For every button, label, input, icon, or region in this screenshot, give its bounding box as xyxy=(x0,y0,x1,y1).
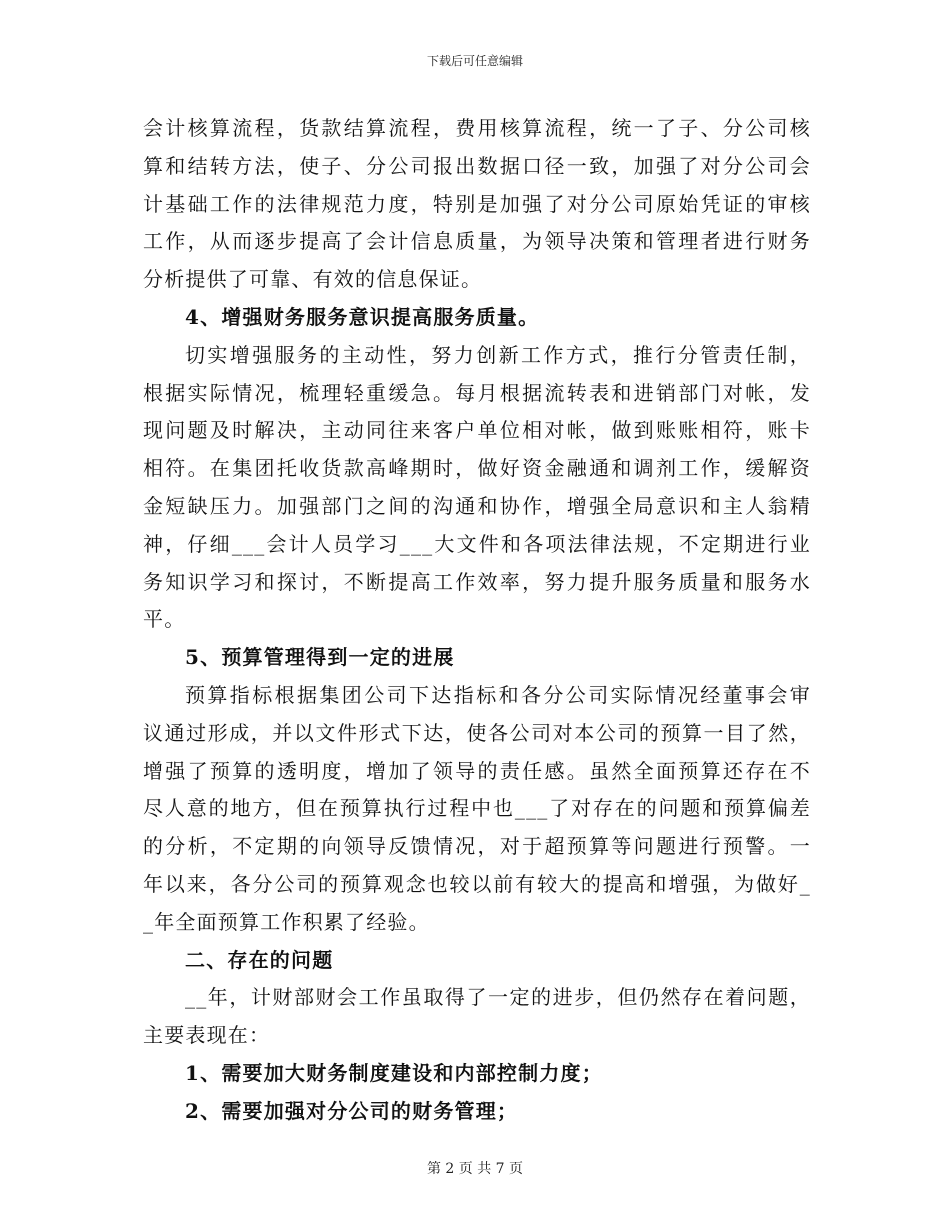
page-number: 第 2 页 共 7 页 xyxy=(426,1161,524,1177)
body-line: 预算指标根据集团公司下达指标和各分公司实际情况经董事会审 xyxy=(185,682,811,707)
list-item: 2、需要加强对分公司的财务管理； xyxy=(185,1098,519,1123)
body-line: 现问题及时解决，主动同往来客户单位相对帐，做到账账相符，账卡 xyxy=(143,418,811,443)
section-heading: 5、预算管理得到一定的进展 xyxy=(185,645,455,670)
document-body xyxy=(143,110,811,1131)
body-line: _年全面预算工作积累了经验。 xyxy=(143,909,430,934)
body-line: 主要表现在： xyxy=(143,1023,271,1048)
body-line: __年，计财部财会工作虽取得了一定的进步，但仍然存在着问题， xyxy=(185,985,811,1010)
body-line: 尽人意的地方，但在预算执行过程中也___了对存在的问题和预算偏差 xyxy=(143,796,811,821)
section-heading: 二、存在的问题 xyxy=(185,947,334,972)
body-line: 平。 xyxy=(143,607,186,632)
body-line: 会计核算流程，货款结算流程，费用核算流程，统一了子、分公司核 xyxy=(143,116,811,140)
body-line: 神，仔细___会计人员学习___大文件和各项法律法规，不定期进行业 xyxy=(143,531,811,556)
body-line: 计基础工作的法律规范力度，特别是加强了对分公司原始凭证的审核 xyxy=(143,191,811,216)
body-line: 相符。在集团托收货款高峰期时，做好资金融通和调剂工作，缓解资 xyxy=(143,456,811,481)
body-line: 金短缺压力。加强部门之间的沟通和协作，增强全局意识和主人翁精 xyxy=(143,493,811,518)
body-line: 务知识学习和探讨，不断提高工作效率，努力提升服务质量和服务水 xyxy=(143,569,811,594)
section-heading: 4、增强财务服务意识提高服务质量。 xyxy=(185,304,540,329)
body-line: 算和结转方法，使子、分公司报出数据口径一致，加强了对分公司会 xyxy=(143,153,811,178)
page-header: 下载后可任意编辑 xyxy=(426,54,523,68)
body-line: 增强了预算的透明度，增加了领导的责任感。虽然全面预算还存在不 xyxy=(143,758,811,783)
body-line: 工作，从而逐步提高了会计信息质量，为领导决策和管理者进行财务 xyxy=(143,229,811,254)
body-line: 议通过形成，并以文件形式下达，使各公司对本公司的预算一目了然， xyxy=(143,720,811,745)
body-line: 分析提供了可靠、有效的信息保证。 xyxy=(143,267,483,292)
body-line: 年以来，各分公司的预算观念也较以前有较大的提高和增强，为做好_ xyxy=(143,871,811,896)
body-line: 切实增强服务的主动性，努力创新工作方式，推行分管责任制， xyxy=(185,342,811,367)
body-line: 的分析，不定期的向领导反馈情况，对于超预算等问题进行预警。一 xyxy=(143,834,811,859)
list-item: 1、需要加大财务制度建设和内部控制力度； xyxy=(185,1060,603,1085)
body-line: 根据实际情况，梳理轻重缓急。每月根据流转表和进销部门对帐，发 xyxy=(143,380,811,405)
